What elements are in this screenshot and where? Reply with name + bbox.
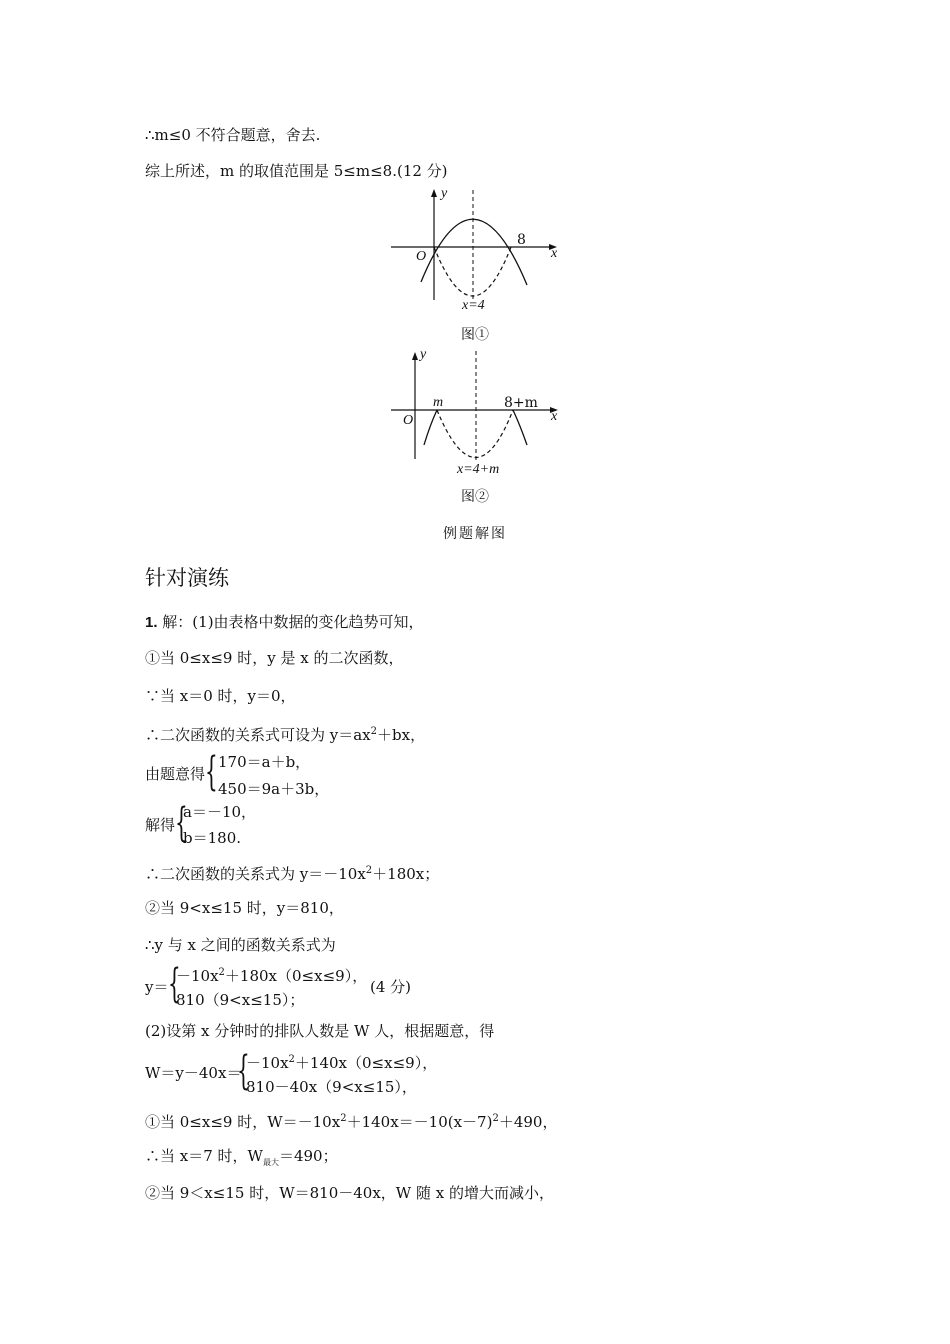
solution-line-3 [145,722,425,745]
text: ＋140x（0≤x≤9）， [294,1054,438,1072]
figure-2-y-label: y [420,347,427,362]
subscript: 最大 [262,1158,279,1167]
brace-icon: { [168,961,181,1007]
figure-2-origin-label: O [403,413,414,428]
figure-2-left-root-label: m [433,395,444,410]
system-1-eq-2: 450＝9a＋3b， [218,780,330,798]
figure-1-origin-label: O [416,249,427,264]
figure-2-right-root-label: 8+m [504,395,538,411]
text: －10x [176,967,219,985]
superscript: 2 [370,726,378,737]
solution-line-6: ∴y 与 x 之间的函数关系式为 [145,936,336,954]
piecewise-2-label: W＝y－40x＝ [145,1064,242,1082]
superscript: 2 [492,1113,499,1124]
text: ∴当 x＝7 时，W [145,1147,263,1165]
solution-line-8 [145,1109,557,1132]
text: ＋140x＝－10(x－7) [346,1113,493,1131]
superscript: 2 [218,967,225,978]
text: ①当 0≤x≤9 时，W＝－10x [145,1113,341,1131]
text: ∴二次函数的关系式可设为 y＝ax [145,726,371,744]
solution-line-4 [145,861,439,884]
system-1-label: 由题意得 [145,765,206,783]
score-label: (4 分) [370,978,412,996]
figure-1-axis-label: x=4 [462,298,485,313]
text: ∴二次函数的关系式为 y＝－10x [145,865,366,883]
solution-line-1: ①当 0≤x≤9 时，y 是 x 的二次函数， [145,649,404,667]
solution-line-5: ②当 9<x≤15 时，y＝810， [145,899,344,917]
system-2-label: 解得 [145,816,176,834]
text: ＋180x； [372,865,440,883]
piecewise-2-case-2: 810－40x（9<x≤15）， [246,1078,417,1096]
brace-icon: { [237,1048,250,1094]
solution-line-10: ②当 9＜x≤15 时，W＝810－40x，W 随 x 的增大而减小， [145,1184,554,1202]
figure-1-x-label: x [551,246,558,261]
text: ＝490； [278,1147,338,1165]
figure-1-root-label: 8 [517,232,526,248]
piecewise-1-case-1 [176,963,367,986]
brace-icon: { [205,749,218,795]
piecewise-1-case-2: 810（9<x≤15）； [176,991,305,1009]
text: ＋180x（0≤x≤9）， [224,967,368,985]
superscript: 2 [288,1054,295,1065]
figure-1-y-label: y [441,186,448,201]
text: ＋490， [498,1113,558,1131]
problem-number: 1. [145,614,158,631]
system-2-eq-1: a＝－10， [183,803,257,821]
section-title: 针对演练 [145,566,229,590]
system-2-eq-2: b＝180. [183,829,242,847]
figure-1-caption: 图① [461,327,489,343]
solution-intro-text: 解：(1)由表格中数据的变化趋势可知， [162,613,424,631]
figure-2-axis-label: x=4+m [457,462,500,477]
solution-line-2: ∵当 x＝0 时，y＝0， [145,687,296,705]
piecewise-1-label: y＝ [145,978,169,996]
solution-line-7: (2)设第 x 分钟时的排队人数是 W 人，根据题意，得 [145,1022,495,1040]
superscript: 2 [340,1113,347,1124]
system-1-eq-1: 170＝a＋b， [218,753,311,771]
brace-icon: { [175,800,188,846]
text: －10x [246,1054,289,1072]
figure-2-x-label: x [551,409,558,424]
text-line-conclusion: 综上所述，m 的取值范围是 5≤m≤8.(12 分) [145,162,448,180]
solution-line-9 [145,1146,338,1173]
text: ＋bx， [377,726,426,744]
solution-intro [145,612,424,633]
superscript: 2 [365,865,373,876]
figure-2-caption: 图② [461,489,489,505]
piecewise-2-case-1 [246,1050,437,1073]
figures-caption: 例题解图 [443,526,507,542]
text-line-reject-m: ∴m≤0 不符合题意，舍去. [145,126,321,144]
